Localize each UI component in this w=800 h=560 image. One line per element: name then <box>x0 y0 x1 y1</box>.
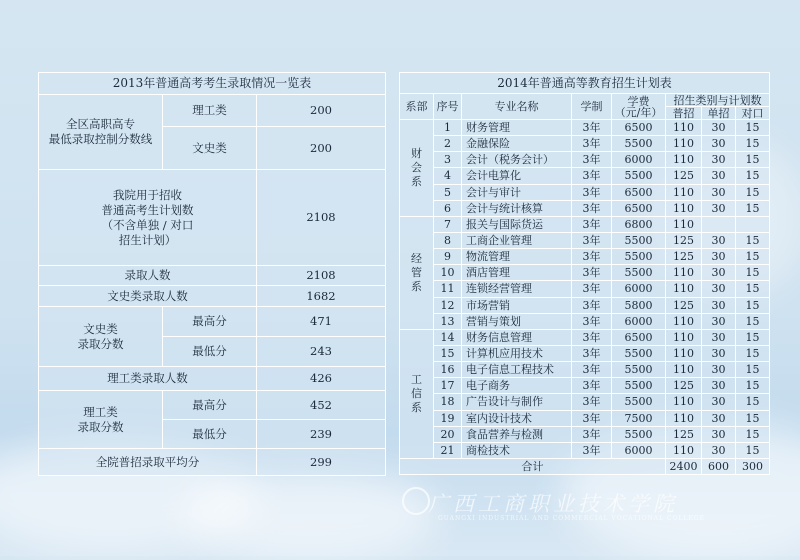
row-general: 110 <box>666 410 702 426</box>
arts-admitted-label: 文史类录取人数 <box>39 286 257 307</box>
row-vocational: 15 <box>736 120 770 136</box>
science-min-value: 239 <box>257 420 386 449</box>
row-major: 酒店管理 <box>462 265 572 281</box>
row-general: 110 <box>666 120 702 136</box>
plan-2014-table <box>399 72 770 475</box>
row-general: 110 <box>666 152 702 168</box>
row-vocational: 15 <box>736 265 770 281</box>
row-independent: 30 <box>702 249 736 265</box>
row-fee: 5500 <box>612 168 666 184</box>
total-vocational: 300 <box>736 459 770 475</box>
row-independent: 30 <box>702 362 736 378</box>
row-no: 14 <box>434 329 462 345</box>
row-general: 110 <box>666 281 702 297</box>
total-general: 2400 <box>666 459 702 475</box>
row-independent: 30 <box>702 168 736 184</box>
row-independent: 30 <box>702 313 736 329</box>
row-general: 110 <box>666 136 702 152</box>
row-fee: 6800 <box>612 216 666 232</box>
table-row <box>400 265 770 281</box>
table-row <box>400 120 770 136</box>
cloud <box>180 470 440 560</box>
table-row <box>400 168 770 184</box>
row-no: 15 <box>434 345 462 361</box>
total-label: 合计 <box>400 459 666 475</box>
row-fee: 5800 <box>612 297 666 313</box>
header-independent: 单招 <box>702 107 736 120</box>
row-vocational: 15 <box>736 168 770 184</box>
row-fee: 5500 <box>612 249 666 265</box>
row-no: 19 <box>434 410 462 426</box>
row-no: 3 <box>434 152 462 168</box>
row-major: 会计与审计 <box>462 184 572 200</box>
science-min-label: 最低分 <box>163 420 257 449</box>
row-fee: 6000 <box>612 442 666 458</box>
row-independent <box>702 216 736 232</box>
table-row <box>400 442 770 458</box>
row-no: 12 <box>434 297 462 313</box>
table-row <box>400 362 770 378</box>
college-watermark-en: GUANGXI INDUSTRIAL AND COMMERCIAL VOCATIONAL COLLEGE <box>438 515 706 522</box>
avg-label: 全院普招录取平均分 <box>39 449 257 476</box>
row-years: 3年 <box>572 136 612 152</box>
row-major: 市场营销 <box>462 297 572 313</box>
row-independent: 30 <box>702 329 736 345</box>
row-independent: 30 <box>702 120 736 136</box>
header-vocational: 对口 <box>736 107 770 120</box>
college-logo <box>402 487 430 515</box>
row-years: 3年 <box>572 120 612 136</box>
row-years: 3年 <box>572 362 612 378</box>
row-vocational: 15 <box>736 362 770 378</box>
plan-2014-title: 2014年普通高等教育招生计划表 <box>400 73 770 94</box>
row-vocational: 15 <box>736 394 770 410</box>
row-major: 金融保险 <box>462 136 572 152</box>
row-vocational: 15 <box>736 378 770 394</box>
row-years: 3年 <box>572 184 612 200</box>
dept-name <box>400 120 434 217</box>
row-general: 125 <box>666 168 702 184</box>
row-years: 3年 <box>572 297 612 313</box>
row-fee: 6500 <box>612 200 666 216</box>
arts-max-value: 471 <box>257 307 386 337</box>
row-years: 3年 <box>572 216 612 232</box>
admission-2013-title: 2013年普通高考考生录取情况一览表 <box>39 73 386 95</box>
row-general: 125 <box>666 249 702 265</box>
row-years: 3年 <box>572 152 612 168</box>
arts-label: 文史类 <box>163 127 257 170</box>
row-independent: 30 <box>702 232 736 248</box>
row-vocational: 15 <box>736 426 770 442</box>
row-fee: 5500 <box>612 265 666 281</box>
table-row <box>400 136 770 152</box>
row-major: 室内设计技术 <box>462 410 572 426</box>
row-fee: 6500 <box>612 184 666 200</box>
row-independent: 30 <box>702 410 736 426</box>
row-years: 3年 <box>572 442 612 458</box>
row-general: 110 <box>666 200 702 216</box>
row-fee: 7500 <box>612 410 666 426</box>
row-fee: 6000 <box>612 152 666 168</box>
row-vocational: 15 <box>736 442 770 458</box>
header-no: 序号 <box>434 94 462 120</box>
row-fee: 5500 <box>612 136 666 152</box>
header-fee: 学费 （元/年） <box>612 94 666 120</box>
row-major: 工商企业管理 <box>462 232 572 248</box>
row-fee: 5500 <box>612 394 666 410</box>
row-general: 125 <box>666 297 702 313</box>
table-row <box>400 378 770 394</box>
row-no: 18 <box>434 394 462 410</box>
table-row <box>400 281 770 297</box>
science-control-score: 200 <box>257 95 386 127</box>
plan-label: 我院用于招收 普通高考生计划数 （不含单独 / 对口 招生计划） <box>39 170 257 266</box>
row-major: 报关与国际货运 <box>462 216 572 232</box>
row-vocational: 15 <box>736 313 770 329</box>
header-dept: 系部 <box>400 94 434 120</box>
row-vocational <box>736 216 770 232</box>
row-no: 16 <box>434 362 462 378</box>
row-major: 财务信息管理 <box>462 329 572 345</box>
row-years: 3年 <box>572 394 612 410</box>
row-general: 110 <box>666 362 702 378</box>
table-row <box>400 249 770 265</box>
row-years: 3年 <box>572 410 612 426</box>
row-major: 广告设计与制作 <box>462 394 572 410</box>
row-independent: 30 <box>702 265 736 281</box>
row-major: 会计电算化 <box>462 168 572 184</box>
science-max-label: 最高分 <box>163 391 257 420</box>
row-fee: 5500 <box>612 345 666 361</box>
row-vocational: 15 <box>736 281 770 297</box>
dept-name-text: 工信系 <box>411 372 422 414</box>
table-row <box>400 313 770 329</box>
row-independent: 30 <box>702 394 736 410</box>
admitted-value: 2108 <box>257 266 386 286</box>
table-row <box>400 200 770 216</box>
row-independent: 30 <box>702 442 736 458</box>
row-years: 3年 <box>572 232 612 248</box>
row-years: 3年 <box>572 265 612 281</box>
arts-min-value: 243 <box>257 337 386 367</box>
row-years: 3年 <box>572 313 612 329</box>
science-score-label: 理工类 录取分数 <box>39 391 163 449</box>
row-independent: 30 <box>702 378 736 394</box>
row-independent: 30 <box>702 200 736 216</box>
row-general: 110 <box>666 184 702 200</box>
row-general: 110 <box>666 442 702 458</box>
row-fee: 5500 <box>612 232 666 248</box>
row-vocational: 15 <box>736 136 770 152</box>
row-general: 125 <box>666 232 702 248</box>
row-vocational: 15 <box>736 249 770 265</box>
row-major: 会计与统计核算 <box>462 200 572 216</box>
row-independent: 30 <box>702 281 736 297</box>
admission-2013-table <box>38 72 386 476</box>
row-general: 110 <box>666 345 702 361</box>
row-no: 10 <box>434 265 462 281</box>
row-no: 9 <box>434 249 462 265</box>
row-independent: 30 <box>702 345 736 361</box>
row-years: 3年 <box>572 345 612 361</box>
admitted-label: 录取人数 <box>39 266 257 286</box>
row-general: 125 <box>666 378 702 394</box>
row-general: 110 <box>666 329 702 345</box>
row-major: 电子信息工程技术 <box>462 362 572 378</box>
row-no: 1 <box>434 120 462 136</box>
header-category-plan: 招生类别与计划数 <box>666 94 770 107</box>
row-vocational: 15 <box>736 232 770 248</box>
row-years: 3年 <box>572 168 612 184</box>
row-years: 3年 <box>572 249 612 265</box>
row-independent: 30 <box>702 297 736 313</box>
total-independent: 600 <box>702 459 736 475</box>
row-no: 17 <box>434 378 462 394</box>
table-row <box>400 184 770 200</box>
row-no: 2 <box>434 136 462 152</box>
plan-body <box>400 120 770 459</box>
row-major: 商检技术 <box>462 442 572 458</box>
row-fee: 6500 <box>612 120 666 136</box>
row-general: 110 <box>666 216 702 232</box>
row-fee: 6000 <box>612 313 666 329</box>
college-watermark: 广西工商职业技术学院 <box>428 492 678 516</box>
row-major: 计算机应用技术 <box>462 345 572 361</box>
row-major: 财务管理 <box>462 120 572 136</box>
plan-value: 2108 <box>257 170 386 266</box>
row-years: 3年 <box>572 426 612 442</box>
arts-min-label: 最低分 <box>163 337 257 367</box>
row-no: 11 <box>434 281 462 297</box>
row-general: 110 <box>666 265 702 281</box>
table-row <box>400 329 770 345</box>
row-vocational: 15 <box>736 152 770 168</box>
table-row <box>400 216 770 232</box>
dept-name-text: 财会系 <box>411 146 422 188</box>
row-years: 3年 <box>572 378 612 394</box>
row-vocational: 15 <box>736 345 770 361</box>
row-no: 6 <box>434 200 462 216</box>
row-major: 电子商务 <box>462 378 572 394</box>
row-years: 3年 <box>572 281 612 297</box>
table-row <box>400 152 770 168</box>
science-label: 理工类 <box>163 95 257 127</box>
header-major: 专业名称 <box>462 94 572 120</box>
row-vocational: 15 <box>736 410 770 426</box>
row-no: 8 <box>434 232 462 248</box>
science-admitted-value: 426 <box>257 367 386 391</box>
row-vocational: 15 <box>736 297 770 313</box>
row-fee: 5500 <box>612 362 666 378</box>
table-row <box>400 394 770 410</box>
row-years: 3年 <box>572 329 612 345</box>
dept-name <box>400 216 434 329</box>
row-general: 125 <box>666 426 702 442</box>
table-row <box>400 297 770 313</box>
header-general: 普招 <box>666 107 702 120</box>
row-major: 物流管理 <box>462 249 572 265</box>
row-no: 13 <box>434 313 462 329</box>
table-row <box>400 426 770 442</box>
row-independent: 30 <box>702 184 736 200</box>
row-major: 连锁经营管理 <box>462 281 572 297</box>
row-no: 7 <box>434 216 462 232</box>
row-independent: 30 <box>702 426 736 442</box>
row-general: 110 <box>666 313 702 329</box>
table-row <box>400 345 770 361</box>
arts-control-score: 200 <box>257 127 386 170</box>
row-fee: 5500 <box>612 378 666 394</box>
row-fee: 6000 <box>612 281 666 297</box>
row-general: 110 <box>666 394 702 410</box>
science-max-value: 452 <box>257 391 386 420</box>
science-admitted-label: 理工类录取人数 <box>39 367 257 391</box>
arts-score-label: 文史类 录取分数 <box>39 307 163 367</box>
row-major: 营销与策划 <box>462 313 572 329</box>
row-no: 20 <box>434 426 462 442</box>
arts-max-label: 最高分 <box>163 307 257 337</box>
row-fee: 6500 <box>612 329 666 345</box>
row-independent: 30 <box>702 136 736 152</box>
row-major: 会计（税务会计） <box>462 152 572 168</box>
avg-value: 299 <box>257 449 386 476</box>
row-vocational: 15 <box>736 329 770 345</box>
row-vocational: 15 <box>736 184 770 200</box>
table-row <box>400 232 770 248</box>
row-no: 21 <box>434 442 462 458</box>
row-independent: 30 <box>702 152 736 168</box>
control-line-label: 全区高职高专 最低录取控制分数线 <box>39 95 163 170</box>
table-row <box>400 410 770 426</box>
row-vocational: 15 <box>736 200 770 216</box>
dept-name <box>400 329 434 458</box>
row-no: 4 <box>434 168 462 184</box>
dept-name-text: 经管系 <box>411 251 422 293</box>
row-major: 食品营养与检测 <box>462 426 572 442</box>
row-years: 3年 <box>572 200 612 216</box>
arts-admitted-value: 1682 <box>257 286 386 307</box>
row-fee: 5500 <box>612 426 666 442</box>
header-years: 学制 <box>572 94 612 120</box>
row-no: 5 <box>434 184 462 200</box>
